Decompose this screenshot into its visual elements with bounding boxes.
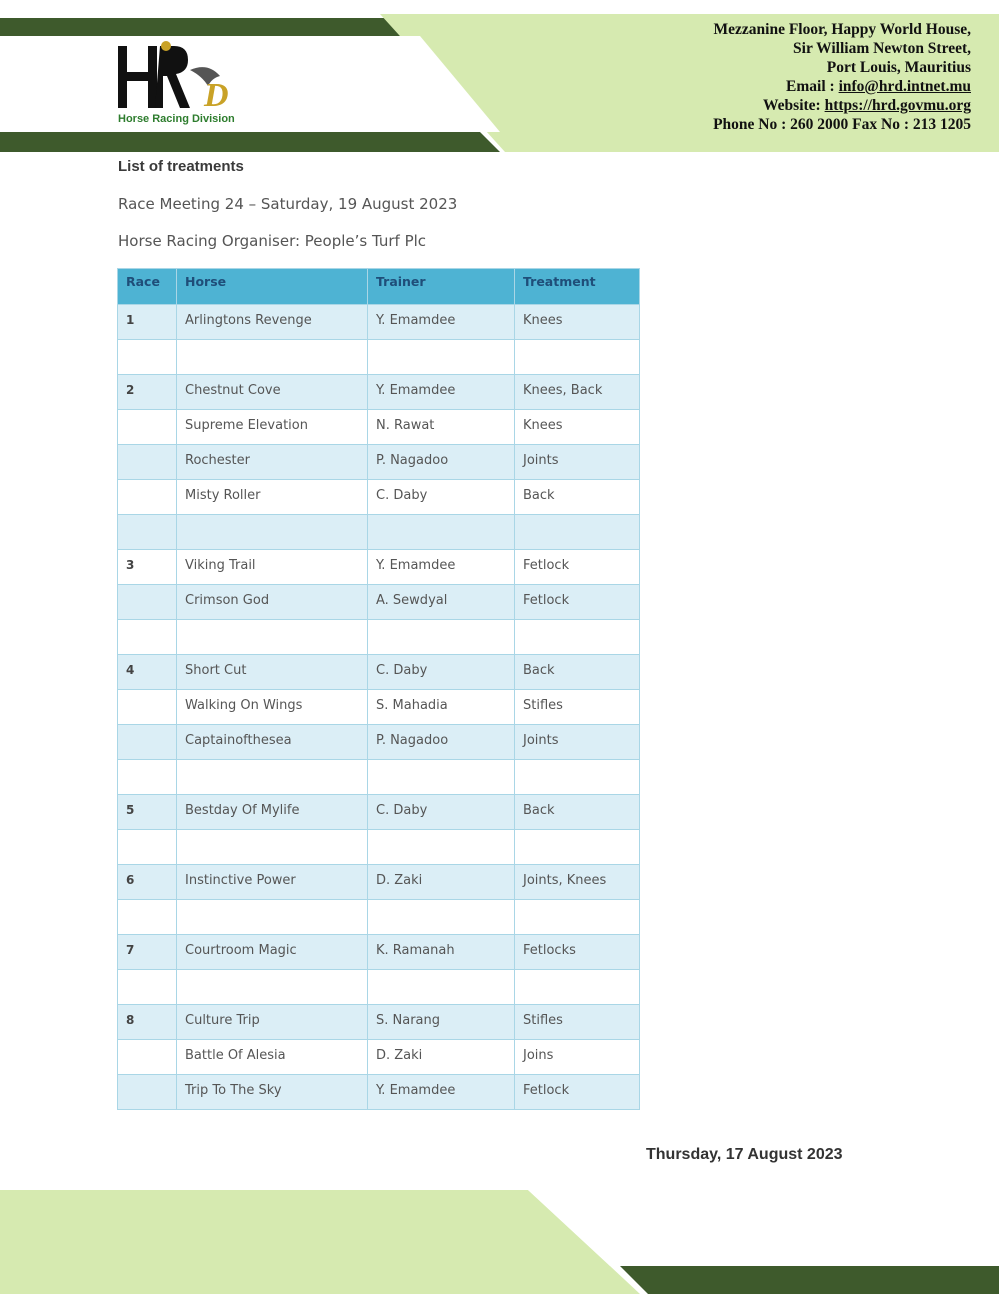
horse-cell: Crimson God [177,585,368,620]
table-row [118,830,640,865]
trainer-cell: P. Nagadoo [368,445,515,480]
page-title: List of treatments [118,158,244,175]
trainer-cell: C. Daby [368,655,515,690]
trainer-cell: C. Daby [368,480,515,515]
treatment-cell: Joints, Knees [515,865,640,900]
address-block [451,20,971,133]
table-row [118,480,640,515]
treatment-cell [515,620,640,655]
table-header-row [118,269,640,305]
horse-cell: Viking Trail [177,550,368,585]
treatment-cell: Joints [515,725,640,760]
race-cell [118,1040,177,1075]
treatment-cell: Back [515,480,640,515]
treatment-cell [515,515,640,550]
website-link[interactable]: https://hrd.govmu.org [824,97,971,114]
trainer-cell: D. Zaki [368,1040,515,1075]
table-row [118,410,640,445]
race-cell [118,900,177,935]
horse-cell [177,970,368,1005]
trainer-cell: Y. Emamdee [368,305,515,340]
treatment-cell [515,830,640,865]
treatment-cell: Fetlock [515,550,640,585]
table-row [118,620,640,655]
table-row [118,725,640,760]
trainer-cell [368,830,515,865]
horse-cell: Captainofthesea [177,725,368,760]
table-row [118,550,640,585]
trainer-cell: P. Nagadoo [368,725,515,760]
treatment-cell: Back [515,795,640,830]
horse-cell: Courtroom Magic [177,935,368,970]
treatment-cell: Fetlock [515,585,640,620]
race-organiser: Horse Racing Organiser: People’s Turf Plc [118,232,427,250]
treatment-cell: Stifles [515,1005,640,1040]
website-line [451,96,971,115]
treatments-table [117,268,640,1110]
table-body [118,305,640,1110]
horse-cell [177,515,368,550]
trainer-cell: Y. Emamdee [368,1075,515,1110]
table-row [118,655,640,690]
horse-cell: Arlingtons Revenge [177,305,368,340]
horse-cell: Short Cut [177,655,368,690]
race-cell: 7 [118,935,177,970]
race-cell: 1 [118,305,177,340]
table-row [118,515,640,550]
trainer-cell: D. Zaki [368,865,515,900]
trainer-cell [368,760,515,795]
document-date: Thursday, 17 August 2023 [646,1146,843,1163]
table-row [118,375,640,410]
header-trainer: Trainer [368,269,515,305]
treatment-cell [515,970,640,1005]
treatment-cell: Joins [515,1040,640,1075]
race-cell [118,690,177,725]
trainer-cell [368,340,515,375]
table-row [118,935,640,970]
header-race: Race [118,269,177,305]
treatment-cell: Joints [515,445,640,480]
email-link[interactable]: info@hrd.intnet.mu [838,78,971,95]
treatment-cell: Knees, Back [515,375,640,410]
race-cell [118,970,177,1005]
horse-cell: Bestday Of Mylife [177,795,368,830]
horse-cell: Supreme Elevation [177,410,368,445]
treatment-cell: Stifles [515,690,640,725]
trainer-cell: S. Mahadia [368,690,515,725]
race-cell: 2 [118,375,177,410]
race-cell [118,760,177,795]
trainer-cell: S. Narang [368,1005,515,1040]
horse-cell: Trip To The Sky [177,1075,368,1110]
treatment-cell [515,900,640,935]
horse-cell: Culture Trip [177,1005,368,1040]
trainer-cell: Y. Emamdee [368,375,515,410]
horse-cell [177,900,368,935]
race-cell: 6 [118,865,177,900]
treatment-cell: Fetlock [515,1075,640,1110]
treatment-cell [515,340,640,375]
treatment-cell: Knees [515,410,640,445]
trainer-cell: C. Daby [368,795,515,830]
treatment-cell [515,760,640,795]
phone-line: Phone No : 260 2000 Fax No : 213 1205 [713,116,971,133]
website-label: Website: [763,97,821,114]
horse-cell [177,830,368,865]
horse-cell: Rochester [177,445,368,480]
horse-cell [177,340,368,375]
race-cell [118,410,177,445]
horse-cell: Battle Of Alesia [177,1040,368,1075]
race-cell: 4 [118,655,177,690]
table-row [118,970,640,1005]
race-cell: 3 [118,550,177,585]
footer-banner [0,1180,999,1294]
trainer-cell [368,900,515,935]
treatment-cell: Fetlocks [515,935,640,970]
horse-cell [177,620,368,655]
horse-cell: Misty Roller [177,480,368,515]
race-meeting: Race Meeting 24 – Saturday, 19 August 2023 [118,195,458,213]
table-row [118,305,640,340]
address-line-3: Port Louis, Mauritius [826,59,971,76]
race-cell [118,585,177,620]
table-row [118,585,640,620]
race-cell: 8 [118,1005,177,1040]
table-row [118,865,640,900]
table-row [118,1075,640,1110]
table-row [118,1040,640,1075]
table-row [118,1005,640,1040]
table-row [118,340,640,375]
race-cell [118,620,177,655]
table-row [118,760,640,795]
address-line-1: Mezzanine Floor, Happy World House, [713,21,971,38]
trainer-cell: N. Rawat [368,410,515,445]
table-row [118,900,640,935]
table-row [118,795,640,830]
race-cell [118,1075,177,1110]
table-row [118,690,640,725]
trainer-cell: Y. Emamdee [368,550,515,585]
trainer-cell [368,620,515,655]
race-cell: 5 [118,795,177,830]
header-treatment: Treatment [515,269,640,305]
header-horse: Horse [177,269,368,305]
race-cell [118,725,177,760]
trainer-cell: A. Sewdyal [368,585,515,620]
horse-cell: Walking On Wings [177,690,368,725]
horse-cell [177,760,368,795]
race-cell [118,445,177,480]
race-cell [118,830,177,865]
trainer-cell [368,515,515,550]
svg-text:D: D [204,77,229,114]
horse-cell: Chestnut Cove [177,375,368,410]
race-cell [118,515,177,550]
treatment-cell: Knees [515,305,640,340]
horse-cell: Instinctive Power [177,865,368,900]
trainer-cell: K. Ramanah [368,935,515,970]
email-line [451,77,971,96]
race-cell [118,340,177,375]
email-label: Email : [786,78,835,95]
treatment-cell: Back [515,655,640,690]
logo-caption: Horse Racing Division [118,113,235,125]
race-cell [118,480,177,515]
trainer-cell [368,970,515,1005]
address-line-2: Sir William Newton Street, [793,40,971,57]
table-row [118,445,640,480]
